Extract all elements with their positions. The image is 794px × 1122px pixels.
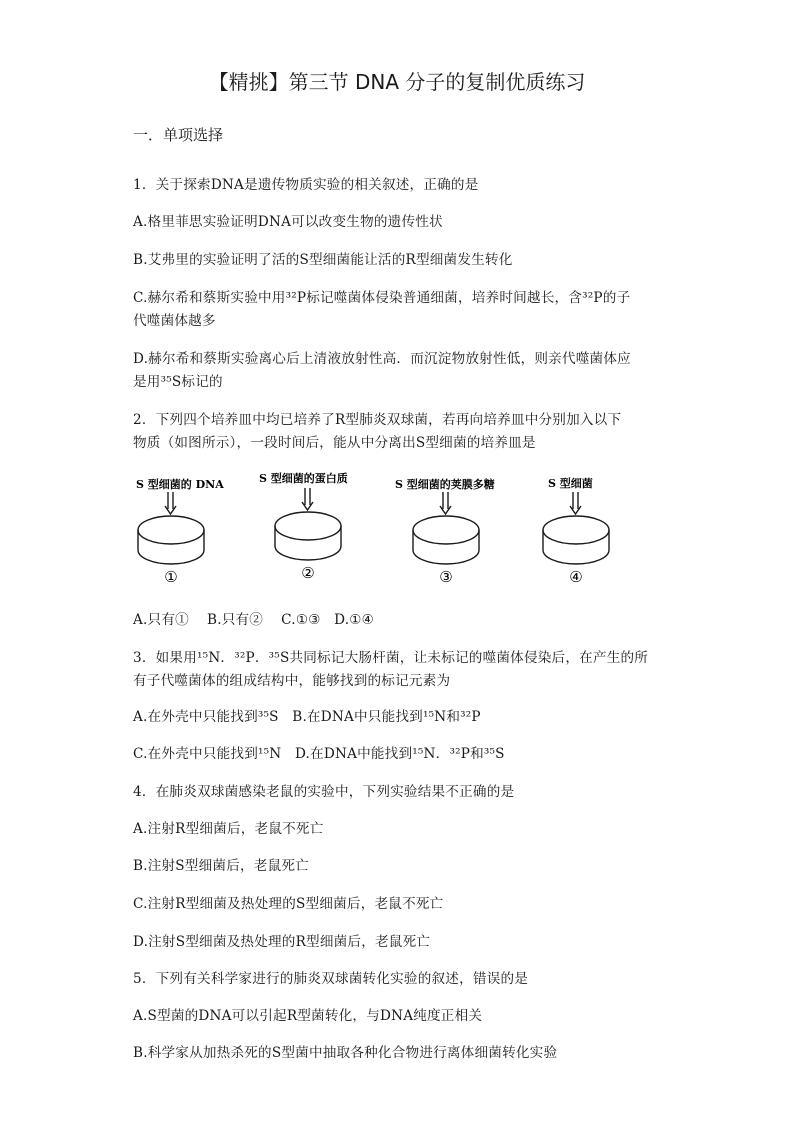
petri-dish-3 [413,492,479,564]
q1-option-b: B.艾弗里的实验证明了活的S型细菌能让活的R型细菌发生转化 [133,252,513,268]
petri-dish-2 [275,488,341,560]
q4-stem: 4．在肺炎双球菌感染老鼠的实验中，下列实验结果不正确的是 [133,784,515,800]
dish-2-label: S 型细菌的蛋白质 [259,472,348,485]
q3-options-ab: A.在外壳中只能找到³⁵S B.在DNA中只能找到¹⁵N和³²P [133,709,481,725]
q4-option-a: A.注射R型细菌后，老鼠不死亡 [133,821,324,837]
q2-stem-line2: 物质（如图所示），一段时间后，能从中分离出S型细菌的培养皿是 [133,435,536,451]
dish-3-number: ③ [439,568,453,586]
q2-stem-line1: 2．下列四个培养皿中均已培养了R型肺炎双球菌，若再向培养皿中分别加入以下 [133,412,622,428]
dish-2-number: ② [301,564,315,582]
section-heading: 一．单项选择 [133,126,224,144]
q1-option-c-line2: 代噬菌体越多 [133,313,216,329]
dish-1-label: S 型细菌的 DNA [136,478,224,491]
q3-stem-line1: 3．如果用¹⁵N．³²P．³⁵S共同标记大肠杆菌，让未标记的噬菌体侵染后，在产生的所 [133,650,649,666]
q3-stem-line2: 有子代噬菌体的组成结构中，能够找到的标记元素为 [133,673,451,689]
q1-option-d-line2: 是用³⁵S标记的 [133,374,223,390]
dish-1-number: ① [164,568,178,586]
page-title: 【精挑】第三节 DNA 分子的复制优质练习 [208,70,586,94]
q1-option-a: A.格里菲思实验证明DNA可以改变生物的遗传性状 [133,214,443,230]
q1-option-d-line1: D.赫尔希和蔡斯实验离心后上清液放射性高．而沉淀物放射性低，则亲代噬菌体应 [133,351,631,367]
petri-dish-1 [138,492,204,564]
q2-options: A.只有① B.只有② C.①③ D.①④ [133,612,375,628]
q4-option-d: D.注射S型细菌及热处理的R型细菌后，老鼠死亡 [133,934,431,950]
q4-option-b: B.注射S型细菌后，老鼠死亡 [133,858,309,874]
dish-4-label: S 型细菌 [548,477,593,490]
q5-option-b: B.科学家从加热杀死的S型菌中抽取各种化合物进行离体细菌转化实验 [133,1045,558,1061]
dish-3-label: S 型细菌的荚膜多糖 [395,478,495,491]
q5-option-a: A.S型菌的DNA可以引起R型菌转化，与DNA纯度正相关 [133,1008,483,1024]
petri-dish-4 [543,492,609,564]
q4-option-c: C.注射R型细菌及热处理的S型细菌后，老鼠不死亡 [133,896,444,912]
dish-4-number: ④ [569,568,583,586]
q3-options-cd: C.在外壳中只能找到¹⁵N D.在DNA中能找到¹⁵N．³²P和³⁵S [133,746,505,762]
q1-option-c-line1: C.赫尔希和蔡斯实验中用³²P标记噬菌体侵染普通细菌，培养时间越长，含³²P的子 [133,290,631,306]
q5-stem: 5．下列有关科学家进行的肺炎双球菌转化实验的叙述，错误的是 [133,971,529,987]
q1-stem: 1．关于探索DNA是遗传物质实验的相关叙述，正确的是 [133,177,479,193]
